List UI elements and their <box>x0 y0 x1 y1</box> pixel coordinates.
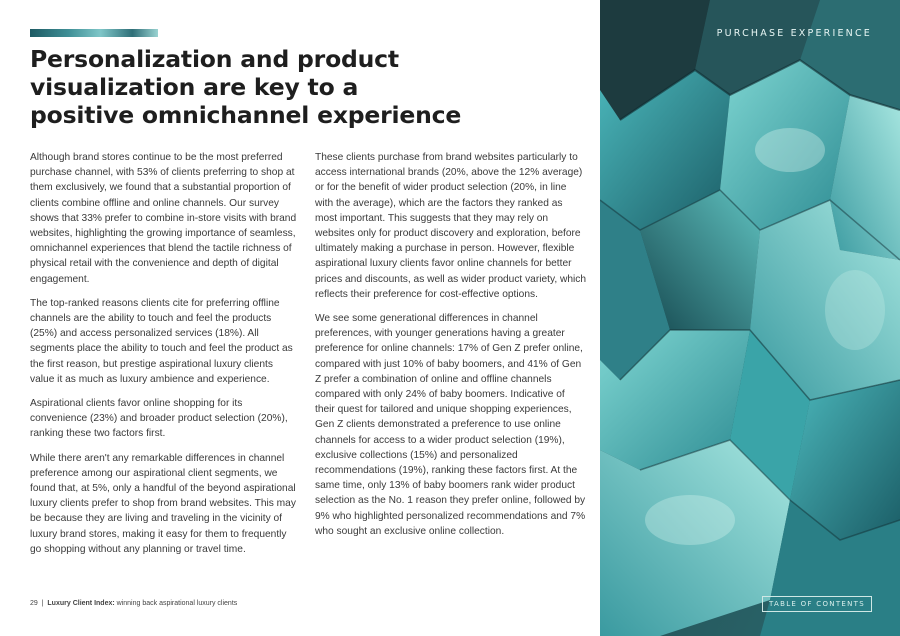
paragraph: Although brand stores continue to be the most preferred purchase channel, with 53% of clients preferring to shop at them exclusively, we found that a substantial proportion of clients combine offline and online channels. Our survey shows that 33% prefer to combine in-store visits with brand websites, highlighting the growing importance of seamless, omnichannel experiences that blend the tactile richness of physical retail with the convenience and depth of digital engagement. <box>30 152 297 285</box>
report-subtitle: winning back aspirational luxury clients <box>116 600 238 607</box>
table-of-contents-button[interactable]: TABLE OF CONTENTS <box>762 596 872 612</box>
page-footer <box>30 600 237 607</box>
text-column-left <box>30 150 298 566</box>
paragraph: The top-ranked reasons clients cite for preferring offline channels are the ability to touch and feel the products (25%) and access personalized services (18%). All segments place the ability to touch and feel the product as the first reason, but prestige aspirational luxury clients value it as much as luxury ambience and experience. <box>30 297 293 385</box>
page-number: 29 <box>30 600 38 607</box>
section-label: PURCHASE EXPERIENCE <box>716 28 872 39</box>
paragraph: We see some generational differences in channel preferences, with younger generations having a greater preference for online channels: 17% of Gen Z prefer online, compared with just 10% of baby boomers, and 41% of Gen Z prefer a combination of online and offline channels compared with only 24% of baby boomers. Indicative of their quest for tailored and unique shopping experiences, Gen Z clients demonstrated a preference to use online channels for access to a wider product selection (19%), exclusive collections (15%) and personalized recommendations (19%), ranking these factors first. At the same time, only 13% of baby boomers rank wider product selection as the No. 1 reason they prefer online, followed by 9% who highlighted personalized recommendations and 7% who sought an exclusive online collection. <box>315 313 586 537</box>
paragraph: Aspirational clients favor online shopping for its convenience (23%) and broader product selection (20%), ranking these two factors first. <box>30 398 288 440</box>
accent-bar <box>30 29 158 37</box>
footer-separator: | <box>41 600 44 607</box>
paragraph: These clients purchase from brand websites particularly to access international brands (20%, above the 12% average) or for the benefit of wider product selection (20%, in line with the average), which are the factors they ranked as most important. This suggests that they may rely on websites only for product discovery and exploration, before ultimately making a purchase in person. However, flexible aspirational luxury clients favor online channels for better prices and discounts, as well as wider product variety, which reflects their preference for cost-effective options. <box>315 152 587 300</box>
page-title: Personalization and product visualization are key to a positive omnichannel experience <box>30 45 462 129</box>
gemstone-image <box>600 0 900 636</box>
gemstone-image-panel <box>600 0 900 636</box>
text-column-right <box>315 150 587 548</box>
paragraph: While there aren't any remarkable differences in channel preference among our aspirational client segments, we found that, at 5%, only a handful of the beyond aspirational luxury clients prefer to shop from brand websites. This may be because they are living and traveling in the vicinity of luxury brand stores, making it easy for them to frequently go shopping without any planning or travel time. <box>30 452 296 555</box>
report-name: Luxury Client Index: <box>47 600 115 607</box>
